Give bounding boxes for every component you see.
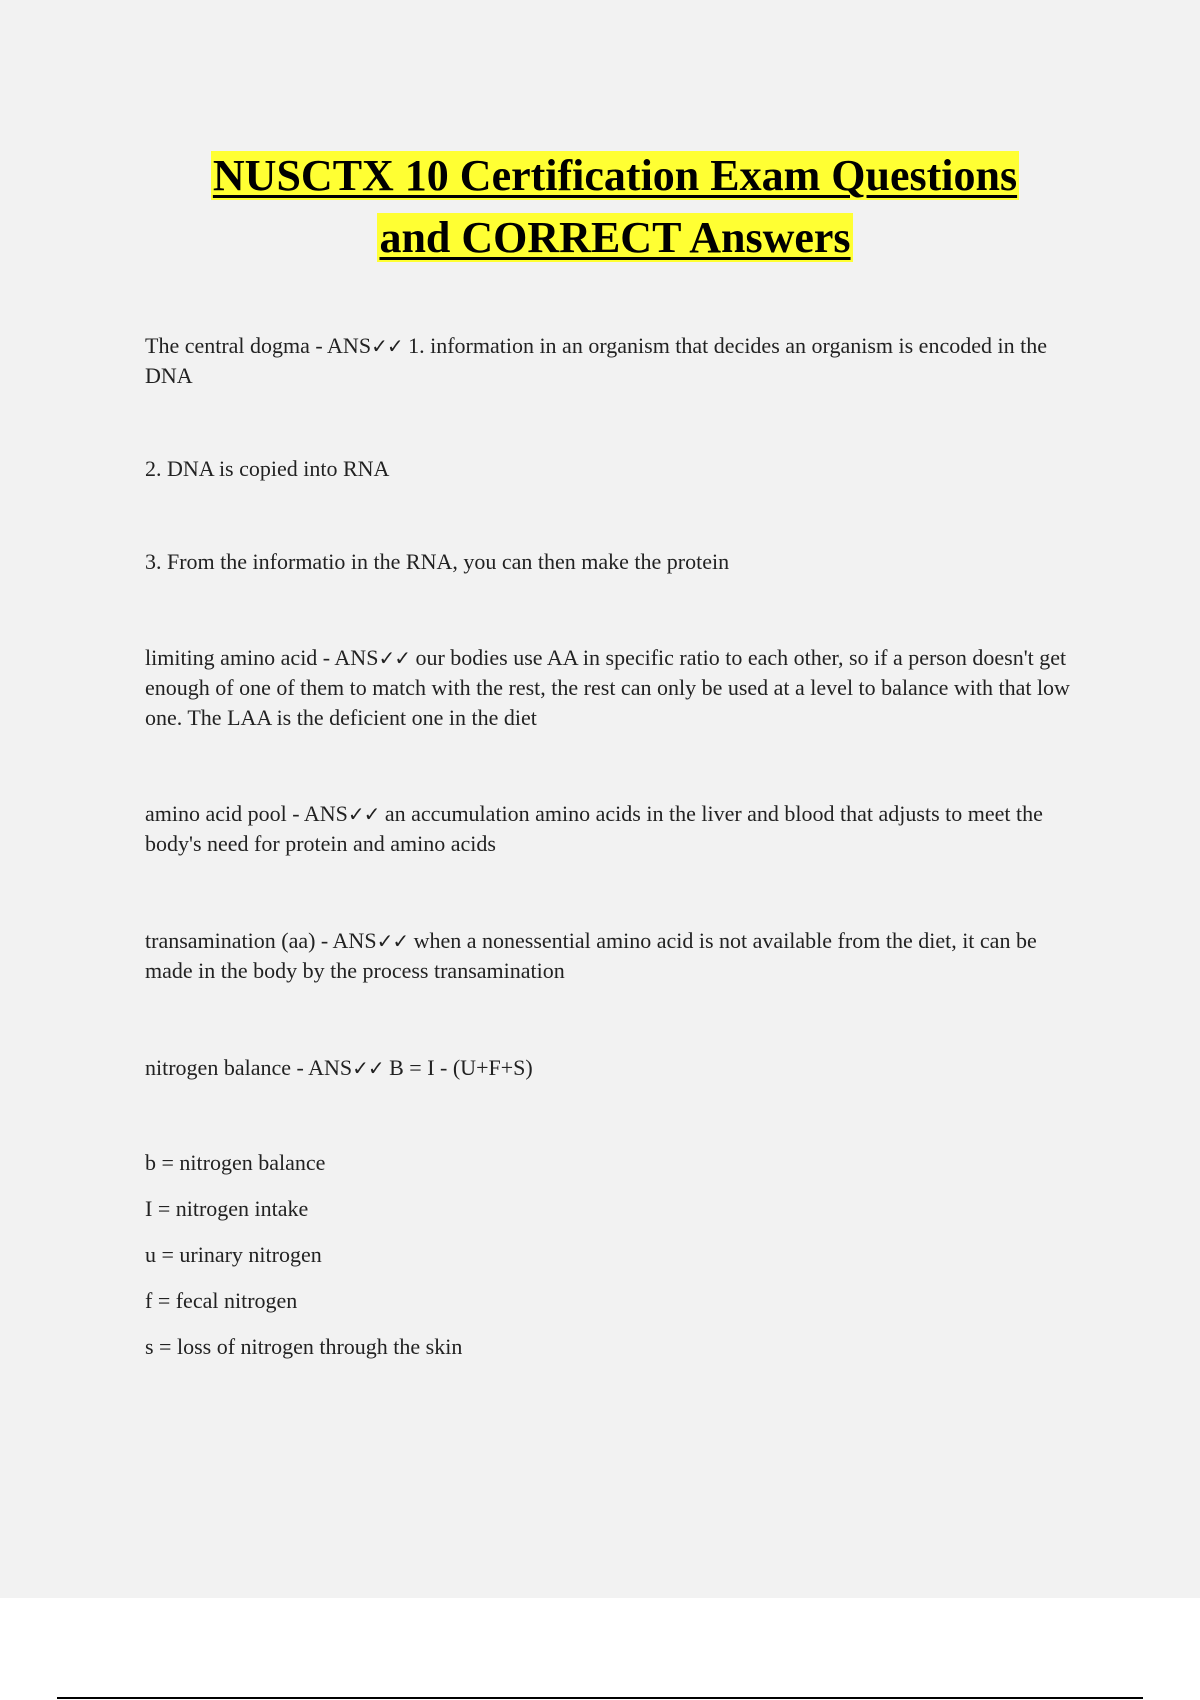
qa-central-dogma [145,331,1085,391]
double-check-icon: ✓✓ [352,1056,384,1080]
question-term: transamination (aa) - ANS [145,928,377,953]
answer-text: an accumulation amino acids in the liver and blood that adjusts to meet the body's need for protein and amino acids [145,801,1043,856]
question-term: nitrogen balance - ANS [145,1055,353,1080]
qa-nitrogen-balance [145,1053,1085,1083]
qa-limiting-amino-acid [145,643,1085,733]
title-line-2: and CORRECT Answers [379,213,851,262]
double-check-icon: ✓✓ [376,929,409,953]
question-term: limiting amino acid - ANS [145,645,379,670]
answer-text: 1. information in an organism that decides an organism is encoded in the DNA [145,333,1047,388]
qa-amino-acid-pool [145,799,1085,859]
definition-item: f = fecal nitrogen [145,1288,298,1313]
question-term: The central dogma - ANS [145,333,372,358]
question-term: amino acid pool - ANS [145,801,348,826]
footer-divider [57,1697,1143,1699]
double-check-icon: ✓✓ [347,802,380,826]
document-title [145,145,1085,269]
answer-continuation: 2. DNA is copied into RNA [145,456,390,481]
answer-text: B = I - (U+F+S) [383,1055,533,1080]
double-check-icon: ✓✓ [378,646,410,670]
nitrogen-balance-definitions [145,1148,1085,1378]
double-check-icon: ✓✓ [371,334,403,358]
answer-continuation: 3. From the informatio in the RNA, you can then make the protein [145,549,730,574]
title-line-1: NUSCTX 10 Certification Exam Questions [212,151,1018,200]
answer-text: when a nonessential amino acid is not available from the diet, it can be made in the body by the process transamination [145,928,1037,983]
answer-text: our bodies use AA in specific ratio to each other, so if a person doesn't get enough of one of them to match with the rest, the rest can only be used at a level to balance with that low one. The LAA is the deficient one in the diet [145,645,1070,730]
definition-item: I = nitrogen intake [145,1196,309,1221]
definition-item: s = loss of nitrogen through the skin [145,1334,463,1359]
definition-item: b = nitrogen balance [145,1150,326,1175]
definition-item: u = urinary nitrogen [145,1242,322,1267]
qa-transamination [145,926,1085,986]
